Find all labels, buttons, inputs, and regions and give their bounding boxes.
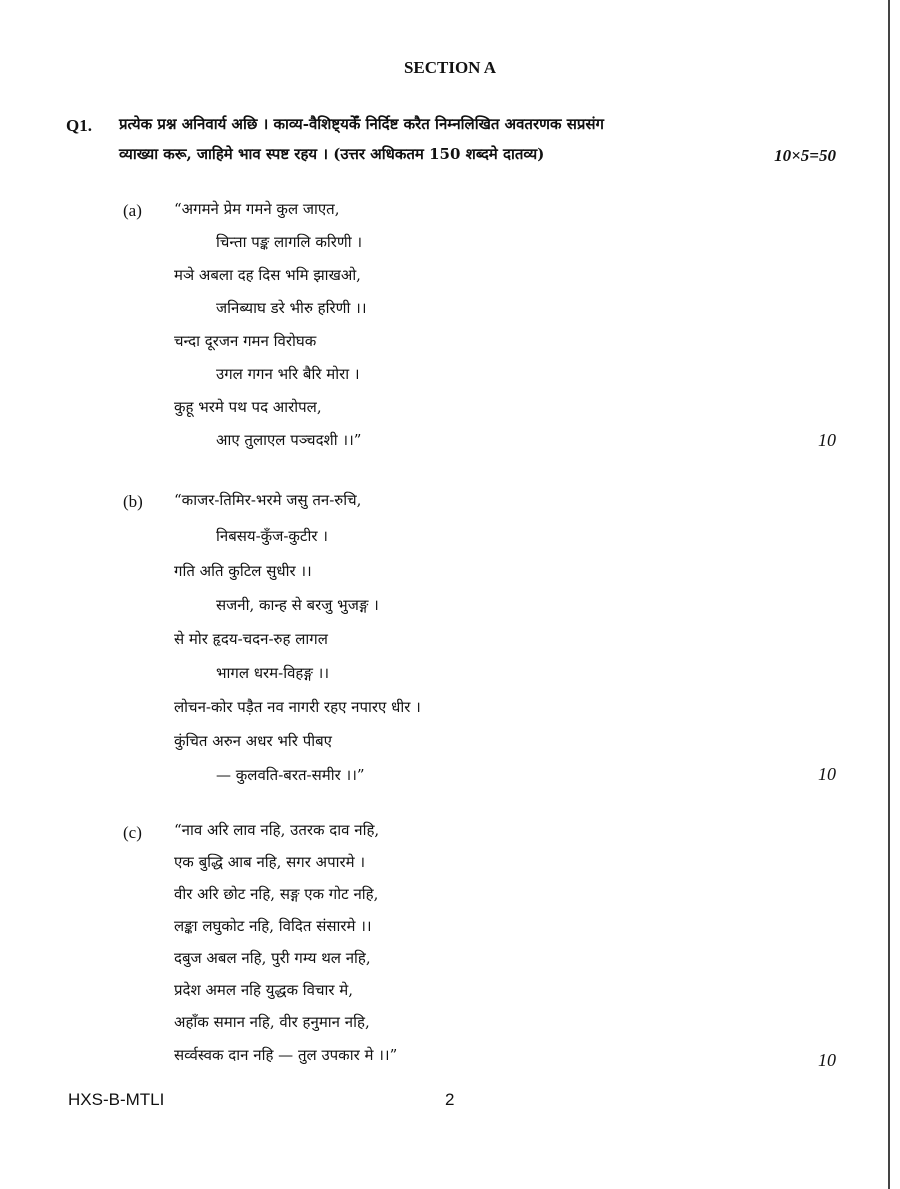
verse-line: कुहू भरमे पथ पद आरोपल, (174, 398, 322, 416)
part-a-marks: 10 (818, 430, 836, 450)
part-c-marks: 10 (818, 1050, 836, 1070)
verse-line: जनिब्याघ डरे भीरु हरिणी ।। (216, 299, 367, 317)
part-a-label: (a) (123, 201, 142, 220)
part-b-marks: 10 (818, 764, 836, 784)
verse-line: गति अति कुटिल सुधीर ।। (174, 562, 312, 580)
verse-line: भागल धरम-विहङ्ग ।। (216, 664, 330, 682)
verse-line: दबुज अबल नहि, पुरी गम्य थल नहि, (174, 949, 371, 967)
question-instruction-line-1: प्रत्येक प्रश्न अनिवार्य अछि । काव्य-वैशिष्ट्यकेँ निर्दिष्ट करैत निम्नलिखित अवतरणक सप्रसंग (119, 115, 604, 133)
verse-line: “नाव अरि लाव नहि, उतरक दाव नहि, (174, 821, 380, 839)
page-edge-line (888, 0, 890, 1189)
verse-line: लङ्का लघुकोट नहि, विदित संसारमे ।। (174, 917, 372, 935)
footer-paper-code: HXS-B-MTLI (68, 1090, 165, 1109)
verse-line: लोचन-कोर पड़ैत नव नागरी रहए नपारए धीर । (174, 698, 421, 716)
verse-line: “काजर-तिमिर-भरमे जसु तन-रुचि, (174, 491, 362, 509)
verse-line: चिन्ता पङ्क लागलि करिणी । (216, 233, 363, 251)
verse-line: निबसय-कुँज-कुटीर । (216, 527, 328, 545)
verse-line: सर्व्वस्वक दान नहि — तुल उपकार मे ।।” (174, 1046, 398, 1064)
verse-line: उगल गगन भरि बैरि मोरा । (216, 365, 360, 383)
verse-line: सजनी, कान्ह से बरजु भुजङ्ग । (216, 596, 379, 614)
verse-line: एक बुद्धि आब नहि, सगर अपारमे । (174, 853, 366, 871)
verse-line: — कुलवति-बरत-समीर ।।” (216, 766, 365, 784)
question-instruction-line-2: व्याख्या करू, जाहिमे भाव स्पष्ट रहय । (उत्तर अधिकतम 150 शब्दमे दातव्य) (119, 145, 545, 163)
verse-line: से मोर हृदय-चदन-रुह लागल (174, 630, 328, 648)
verse-line: वीर अरि छोट नहि, सङ्ग एक गोट नहि, (174, 885, 379, 903)
question-number: Q1. (66, 116, 92, 135)
section-title: SECTION A (403, 58, 497, 77)
footer-page-number: 2 (445, 1090, 455, 1109)
verse-line: चन्दा दूरजन गमन विरोघक (174, 332, 317, 350)
verse-line: आए तुलाएल पञ्चदशी ।।” (216, 431, 362, 449)
verse-line: अहाँक समान नहि, वीर हनुमान नहि, (174, 1013, 370, 1031)
part-c-label: (c) (123, 823, 142, 842)
verse-line: कुंचित अरुन अधर भरि पीबए (174, 732, 332, 750)
verse-line: प्रदेश अमल नहि युद्धक विचार मे, (174, 981, 354, 999)
verse-line: “अगमने प्रेम गमने कुल जाएत, (174, 200, 340, 218)
verse-line: मञे अबला दह दिस भमि झाखओ, (174, 266, 361, 284)
part-b-label: (b) (123, 492, 143, 511)
question-total-marks: 10×5=50 (774, 146, 836, 165)
